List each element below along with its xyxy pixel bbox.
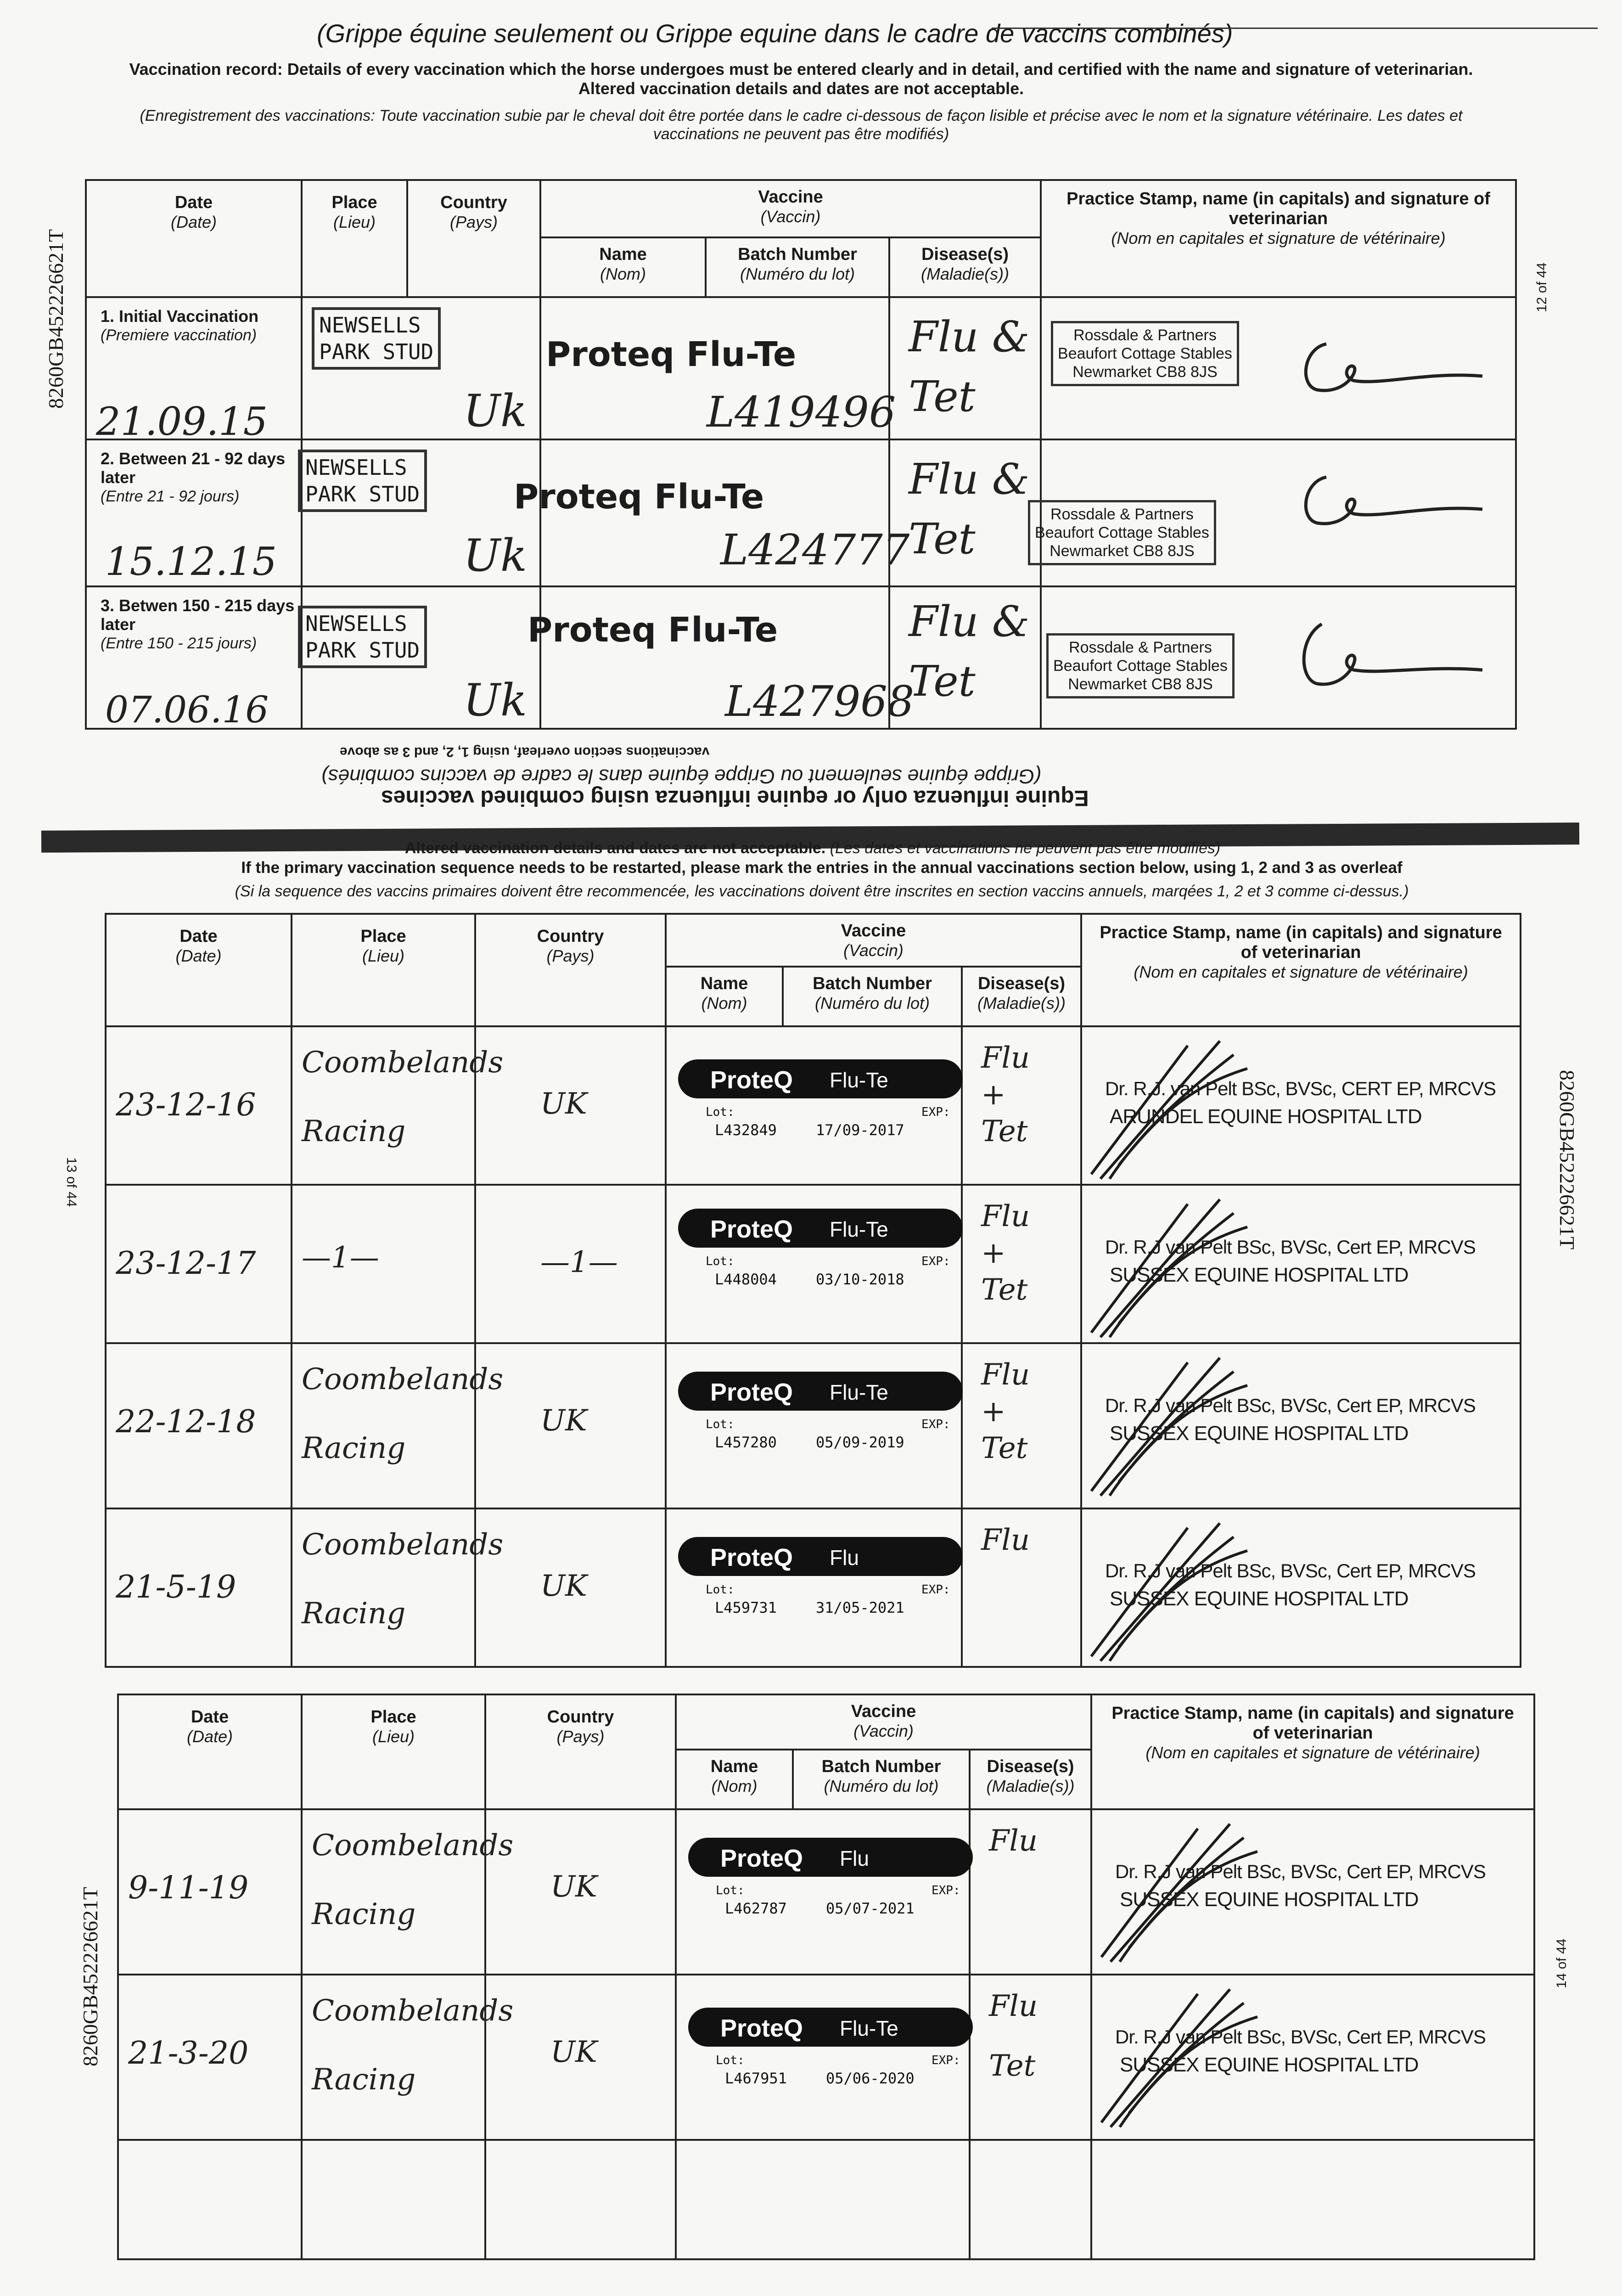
label-lot-caption: Lot: [716, 1884, 745, 1897]
disease-cell [889, 439, 1041, 586]
page-number-14: 14 of 44 [1554, 1938, 1569, 1988]
label-exp-caption: EXP: [921, 1255, 950, 1268]
table-row [86, 439, 1516, 586]
place-cell [302, 1975, 514, 2140]
country-value: UK [550, 2035, 597, 2069]
vaccine-name: Proteq Flu-Te [514, 477, 764, 517]
table-row [106, 1508, 1521, 1667]
disease-value: Flu & Tet [909, 597, 1030, 706]
col-country-header: Country (Pays) [475, 914, 666, 1026]
stamp-cell [1091, 1975, 1534, 2140]
disease-line: Flu [989, 1824, 1038, 1858]
mirror-line-2: (Grippe équine seulement ou Grippe équine dans le cadre de vaccins combinés) [321, 765, 1041, 788]
date-value: 23-12-17 [116, 1245, 256, 1282]
label-lot-value: L457280 [715, 1434, 777, 1451]
table-row [118, 1809, 1534, 1975]
col-vaccine-header: Vaccine (Vaccin) [540, 180, 1041, 237]
date-value: 22-12-18 [116, 1404, 256, 1440]
date-cell [118, 1809, 302, 1975]
empty-cell [1091, 2140, 1534, 2259]
disease-line: + [981, 1236, 1006, 1270]
vet-signature [1082, 1186, 1275, 1342]
date-value: 21.09.15 [96, 399, 268, 444]
label-lot-caption: Lot: [706, 1418, 735, 1431]
place-cell [292, 1343, 504, 1508]
disease-cell [889, 586, 1041, 729]
label-lot-caption: Lot: [716, 2054, 745, 2067]
empty-cell [118, 2140, 302, 2259]
place-cell [292, 1508, 504, 1667]
table-row [106, 1343, 1521, 1508]
signature [1290, 335, 1496, 404]
ueln-left-top: 8260GB452226621T [44, 229, 67, 409]
stamp-cell [1035, 439, 1516, 586]
batch-value: L419496 [707, 388, 896, 437]
table-row [118, 1975, 1534, 2140]
disease-value: Flu & Tet [909, 312, 1030, 421]
disease-line: Flu [981, 1523, 1030, 1557]
place-country-cell [302, 586, 540, 729]
place-stamp: NEWSELLS PARK STUD [298, 606, 427, 668]
vaccine-label [678, 1372, 963, 1459]
disease-cell [962, 1508, 1081, 1667]
col-place-header: Place (Lieu) [302, 1694, 485, 1809]
table-row [106, 1026, 1521, 1185]
disease-line: Flu [981, 1199, 1030, 1233]
col-stamp-header: Practice Stamp, name (in capitals) and signature of veterinarian (Nom en capitales et signature de vétérinaire) [1041, 180, 1516, 297]
col-date-header: Date (Date) [86, 180, 302, 297]
place-stamp: NEWSELLS PARK STUD [312, 307, 441, 370]
vet-signature [1082, 1344, 1275, 1500]
batch-value: L427968 [725, 677, 915, 726]
label-lot-value: L462787 [725, 1900, 787, 1917]
label-lot-value: L448004 [715, 1271, 777, 1288]
label-lot-value: L467951 [725, 2070, 787, 2087]
country-value: UK [540, 1087, 587, 1121]
date-value: 23-12-16 [116, 1087, 256, 1123]
label-brand: ProteQ [720, 2015, 803, 2042]
label-banner [678, 1372, 963, 1411]
label-lot-caption: Lot: [706, 1255, 735, 1268]
disease-line: + [981, 1078, 1006, 1112]
disease-line: Flu [989, 1989, 1038, 2023]
place-line: Racing [312, 2063, 416, 2097]
empty-row [118, 2140, 1534, 2259]
vet-name: Dr. R.J van Pelt BSc, BVSc, Cert EP, MRCVS [1115, 2026, 1486, 2048]
date-value: 21-3-20 [128, 2035, 249, 2071]
vaccine-label-cell [676, 1975, 970, 2140]
col-batch-header: Batch Number (Numéro du lot) [706, 237, 889, 297]
disease-line: Tet [981, 1114, 1028, 1148]
empty-cell [485, 2140, 676, 2259]
vaccine-label-cell [666, 1185, 962, 1343]
col-disease-header: Disease(s) (Maladie(s)) [970, 1750, 1091, 1809]
record-note-fr: (Enregistrement des vaccinations: Toute vaccination subie par le cheval doit être portée dans le cadre ci-dessous de façon lisible et précise avec le nom et la signature vétérinaire. Les dates et vaccinations ne peuvent pas être modifiés) [140, 107, 1463, 143]
label-product: Flu-Te [830, 1217, 888, 1241]
restart-note-fr: (Si la sequence des vaccins primaires doivent être recommencée, les vaccinations doivent être inscrites en section vaccins annuels, marqées 1, 2 et 3 comme ci-dessus.) [235, 883, 1409, 900]
country-value: Uk [463, 530, 528, 581]
vet-signature [1082, 1027, 1275, 1183]
top-title: (Grippe équine seulement ou Grippe equine dans le cadre de vaccins combinés) [317, 19, 1233, 48]
stamp-cell [1081, 1026, 1521, 1185]
place-line: Racing [302, 1431, 406, 1465]
label-product: Flu [830, 1546, 859, 1570]
label-brand: ProteQ [710, 1066, 793, 1094]
place-line: Racing [312, 1897, 416, 1931]
label-brand: ProteQ [710, 1216, 793, 1243]
label-exp-caption: EXP: [921, 1583, 950, 1597]
practice-stamp: Rossdale & Partners Beaufort Cottage Stables Newmarket CB8 8JS [1028, 500, 1216, 565]
vaccine-name: Proteq Flu-Te [546, 335, 797, 374]
place-stamp: NEWSELLS PARK STUD [298, 450, 427, 512]
record-note-en: Vaccination record: Details of every vaccination which the horse undergoes must be entered clearly and in detail, and certified with the name and signature of veterinarian. Altered vaccination details and dates are not acceptable. [129, 60, 1473, 98]
country-cell [485, 1975, 676, 2140]
disease-cell [970, 1809, 1091, 1975]
vaccine-batch-cell [514, 439, 910, 586]
label-banner [678, 1059, 963, 1098]
altered-note: Altered vaccination details and dates are not acceptable. (Les dates et vaccinations ne peuvent pas être modifiés) [404, 839, 1221, 857]
country-value: Uk [463, 675, 528, 726]
restart-note-en: If the primary vaccination sequence needs to be restarted, please mark the entries in the annual vaccinations section below, using 1, 2 and 3 as overleaf [241, 859, 1403, 877]
place-line: Coombelands [302, 1362, 504, 1396]
ueln-right: 8260GB452226621T [1555, 1070, 1579, 1249]
disease-line: Tet [989, 2049, 1036, 2083]
vaccine-label [688, 2008, 973, 2095]
place-line: —1— [302, 1241, 379, 1275]
mirror-line-1: Equine influenza only or equine influenza using combined vaccines [381, 786, 1089, 810]
label-lot-caption: Lot: [706, 1105, 735, 1119]
hospital-name: SUSSEX EQUINE HOSPITAL LTD [1110, 1264, 1409, 1286]
hospital-name: SUSSEX EQUINE HOSPITAL LTD [1110, 1422, 1409, 1445]
place-cell [292, 1026, 504, 1185]
vet-name: Dr. R.J van Pelt BSc, BVSc, Cert EP, MRCVS [1115, 1861, 1486, 1882]
place-cell [302, 1809, 514, 1975]
label-brand: ProteQ [720, 1845, 803, 1872]
col-disease-header: Disease(s) (Maladie(s)) [962, 967, 1081, 1026]
label-exp-value: 31/05-2021 [816, 1599, 904, 1616]
vaccine-label [678, 1059, 963, 1147]
date-cell [86, 586, 302, 729]
date-value: 15.12.15 [105, 539, 277, 584]
date-cell [106, 1026, 292, 1185]
hospital-name: SUSSEX EQUINE HOSPITAL LTD [1110, 1587, 1409, 1610]
country-cell [485, 1809, 676, 1975]
label-exp-value: 05/07-2021 [826, 1900, 915, 1917]
vaccine-label [678, 1537, 963, 1624]
label-banner [688, 2008, 973, 2047]
date-cell [86, 297, 302, 444]
label-lot-value: L432849 [715, 1121, 777, 1139]
label-lot-caption: Lot: [706, 1583, 735, 1597]
date-cell [118, 1975, 302, 2140]
country-value: UK [540, 1404, 587, 1438]
vaccine-label [688, 1838, 973, 1925]
table-row [86, 297, 1516, 439]
vaccine-name: Proteq Flu-Te [528, 610, 778, 650]
vaccine-label [678, 1209, 963, 1296]
country-cell [475, 1185, 666, 1343]
stamp-cell [1081, 1508, 1521, 1667]
col-vaccine-header: Vaccine (Vaccin) [676, 1694, 1091, 1750]
col-place-header: Place (Lieu) [292, 914, 475, 1026]
col-country-header: Country (Pays) [485, 1694, 676, 1809]
batch-value: L424777 [720, 525, 910, 574]
disease-cell [962, 1026, 1081, 1185]
col-stamp-header: Practice Stamp, name (in capitals) and signature of veterinarian (Nom en capitales et signature de vétérinaire) [1091, 1694, 1534, 1809]
label-exp-value: 05/06-2020 [826, 2070, 915, 2087]
vet-name: Dr. R.J van Pelt BSc, BVSc, Cert EP, MRCVS [1105, 1236, 1476, 1258]
label-exp-caption: EXP: [932, 2054, 960, 2067]
hospital-name: SUSSEX EQUINE HOSPITAL LTD [1120, 2054, 1419, 2076]
col-vaccine-header: Vaccine (Vaccin) [666, 914, 1081, 967]
hospital-name: SUSSEX EQUINE HOSPITAL LTD [1120, 1888, 1419, 1911]
col-disease-header: Disease(s) (Maladie(s)) [889, 237, 1041, 297]
stamp-cell [1081, 1185, 1521, 1343]
col-batch-header: Batch Number (Numéro du lot) [793, 1750, 970, 1809]
date-cell [106, 1508, 292, 1667]
col-date-header: Date (Date) [118, 1694, 302, 1809]
date-value: 9-11-19 [128, 1870, 249, 1906]
place-line: Coombelands [302, 1046, 504, 1080]
signature [1290, 619, 1496, 693]
country-value: UK [550, 1870, 597, 1904]
label-brand: ProteQ [710, 1379, 793, 1406]
row-label: 1. Initial Vaccination (Premiere vaccination) [101, 307, 259, 344]
vet-signature [1092, 1810, 1285, 1966]
vet-signature [1082, 1509, 1275, 1666]
empty-cell [970, 2140, 1091, 2259]
label-exp-caption: EXP: [932, 1884, 960, 1897]
signature [1290, 468, 1496, 537]
place-line: Coombelands [312, 1829, 514, 1863]
col-name-header: Name (Nom) [540, 237, 706, 297]
stamp-cell [1041, 586, 1516, 729]
place-country-cell [302, 439, 540, 586]
annual-vaccination-table-2 [117, 1694, 1535, 2260]
disease-line: Tet [981, 1431, 1028, 1465]
label-exp-caption: EXP: [921, 1105, 950, 1119]
disease-line: Tet [981, 1273, 1028, 1307]
disease-value: Flu & Tet [909, 455, 1030, 563]
disease-cell [962, 1185, 1081, 1343]
label-banner [678, 1209, 963, 1248]
date-cell [106, 1185, 292, 1343]
label-banner [688, 1838, 973, 1877]
label-product: Flu [840, 1846, 869, 1870]
ueln-left-bottom: 8260GB452226621T [79, 1887, 102, 2066]
label-exp-value: 05/09-2019 [816, 1434, 904, 1451]
page-number-12: 12 of 44 [1534, 262, 1549, 312]
country-cell [475, 1343, 666, 1508]
label-product: Flu-Te [830, 1068, 888, 1092]
hospital-name: ARUNDEL EQUINE HOSPITAL LTD [1110, 1105, 1422, 1128]
col-country-header: Country (Pays) [407, 180, 540, 297]
col-place-header: Place (Lieu) [302, 180, 407, 297]
country-value: Uk [463, 385, 528, 437]
place-country-cell [302, 297, 540, 439]
label-exp-caption: EXP: [921, 1418, 950, 1431]
label-brand: ProteQ [710, 1544, 793, 1571]
table-row [106, 1185, 1521, 1343]
date-value: 21-5-19 [116, 1569, 236, 1605]
vaccine-label-cell [666, 1508, 962, 1667]
vaccine-batch-cell [540, 297, 896, 439]
practice-stamp: Rossdale & Partners Beaufort Cottage Stables Newmarket CB8 8JS [1051, 321, 1239, 386]
row-label: 2. Between 21 - 92 days later (Entre 21 - 92 jours) [101, 449, 286, 505]
vaccine-label-cell [666, 1026, 962, 1185]
place-line: Coombelands [302, 1528, 504, 1562]
date-value: 07.06.16 [105, 688, 269, 731]
header-rule [992, 28, 1598, 29]
label-exp-value: 17/09-2017 [816, 1121, 904, 1139]
vaccine-label-cell [676, 1809, 970, 1975]
label-banner [678, 1537, 963, 1576]
col-date-header: Date (Date) [106, 914, 292, 1026]
disease-cell [889, 297, 1041, 439]
vet-name: Dr. R.J van Pelt BSc, BVSc, Cert EP, MRCVS [1105, 1395, 1476, 1416]
country-value: UK [540, 1569, 587, 1603]
vaccine-batch-cell [528, 586, 915, 729]
vaccine-label-cell [666, 1343, 962, 1508]
disease-line: Flu [981, 1041, 1030, 1075]
place-line: Racing [302, 1114, 406, 1148]
mirror-small: vaccinations section overleaf, using 1, 2, and 3 as above [340, 744, 710, 760]
stamp-cell [1041, 297, 1516, 439]
date-cell [106, 1343, 292, 1508]
col-name-header: Name (Nom) [676, 1750, 793, 1809]
col-stamp-header: Practice Stamp, name (in capitals) and signature of veterinarian (Nom en capitales et signature de vétérinaire) [1081, 914, 1521, 1026]
vet-name: Dr. R.J van Pelt BSc, BVSc, Cert EP, MRCVS [1105, 1560, 1476, 1581]
label-lot-value: L459731 [715, 1599, 777, 1616]
page-number-13: 13 of 44 [64, 1157, 79, 1207]
disease-cell [970, 1975, 1091, 2140]
country-cell [475, 1508, 666, 1667]
primary-vaccination-table [85, 179, 1517, 730]
row-label: 3. Betwen 150 - 215 days later (Entre 150 - 215 jours) [101, 596, 295, 652]
label-exp-value: 03/10-2018 [816, 1271, 904, 1288]
place-line: Racing [302, 1597, 406, 1631]
practice-stamp: Rossdale & Partners Beaufort Cottage Stables Newmarket CB8 8JS [1046, 633, 1235, 698]
empty-cell [676, 2140, 970, 2259]
country-cell [475, 1026, 666, 1185]
country-value: —1— [540, 1245, 618, 1279]
label-product: Flu-Te [830, 1380, 888, 1404]
disease-cell [962, 1343, 1081, 1508]
place-cell [292, 1185, 475, 1343]
vet-signature [1092, 1975, 1285, 2132]
stamp-cell [1091, 1809, 1534, 1975]
disease-line: + [981, 1395, 1006, 1429]
label-product: Flu-Te [840, 2016, 898, 2040]
vet-name: Dr. R.J. van Pelt BSc, BVSc, CERT EP, MRCVS [1105, 1078, 1496, 1099]
col-batch-header: Batch Number (Numéro du lot) [783, 967, 962, 1026]
date-cell [86, 439, 302, 586]
disease-line: Flu [981, 1358, 1030, 1392]
table-row [86, 586, 1516, 729]
annual-vaccination-table [105, 913, 1521, 1668]
place-line: Coombelands [312, 1994, 514, 2028]
stamp-cell [1081, 1343, 1521, 1508]
empty-cell [302, 2140, 485, 2259]
col-name-header: Name (Nom) [666, 967, 783, 1026]
